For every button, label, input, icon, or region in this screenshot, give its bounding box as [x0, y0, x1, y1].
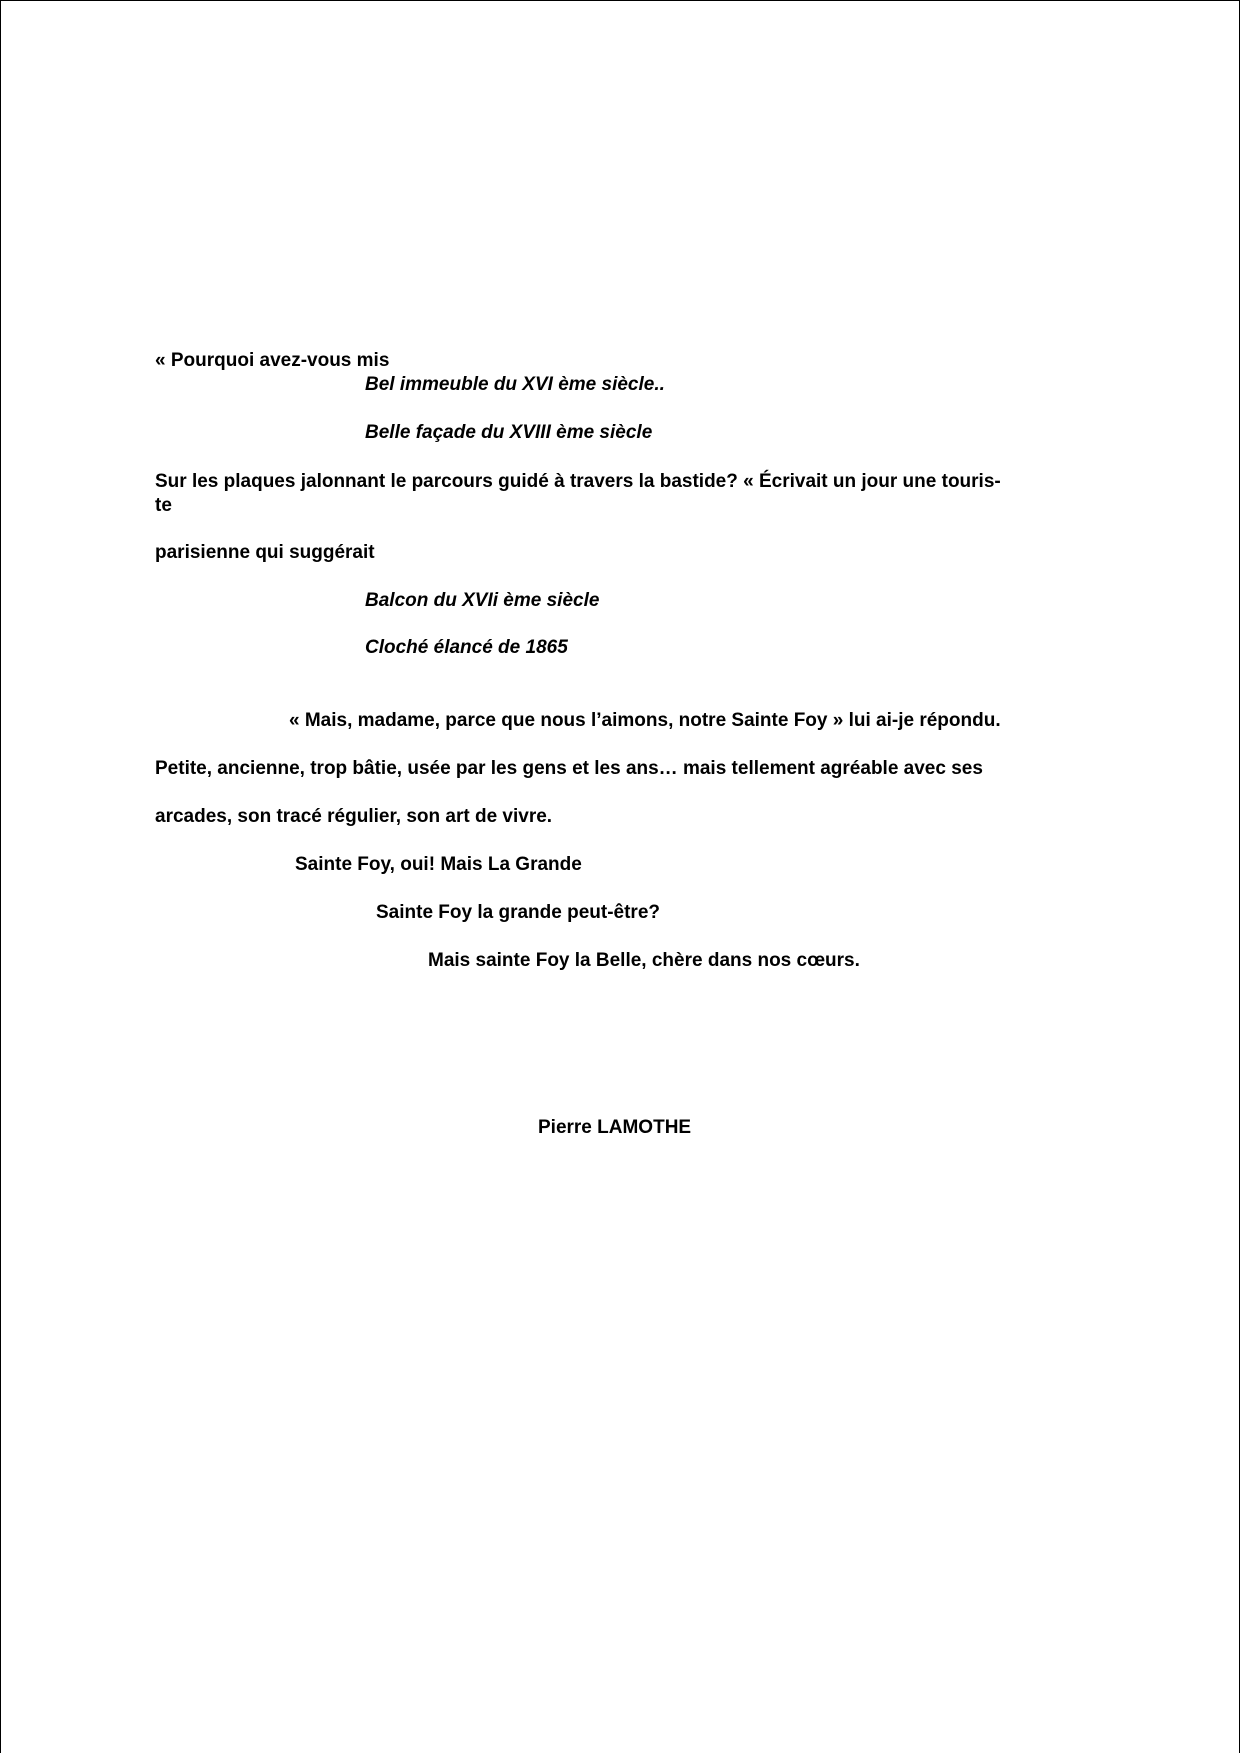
text-line: Balcon du XVIi ème siècle	[365, 590, 600, 611]
text-line: « Pourquoi avez-vous mis	[155, 350, 390, 371]
text-line: parisienne qui suggérait	[155, 542, 375, 563]
signature: Pierre LAMOTHE	[538, 1117, 692, 1138]
text-line: Mais sainte Foy la Belle, chère dans nos cœurs.	[428, 950, 860, 971]
text-line: Petite, ancienne, trop bâtie, usée par les gens et les ans… mais tellement agréable avec ses	[155, 758, 983, 779]
text-line: Sur les plaques jalonnant le parcours guidé à travers la bastide? « Écrivait un jour une touris-	[155, 471, 1001, 492]
text-line: Sainte Foy, oui! Mais La Grande	[295, 854, 582, 875]
text-line: Bel immeuble du XVI ème siècle..	[365, 374, 665, 395]
text-line: Cloché élancé de 1865	[365, 637, 568, 658]
text-line: arcades, son tracé régulier, son art de vivre.	[155, 806, 553, 827]
text-line: te	[155, 495, 172, 516]
text-line: « Mais, madame, parce que nous l’aimons, notre Sainte Foy » lui ai-je répondu.	[289, 710, 1001, 731]
text-line: Belle façade du XVIII ème siècle	[365, 422, 653, 443]
text-line: Sainte Foy la grande peut-être?	[376, 902, 660, 923]
